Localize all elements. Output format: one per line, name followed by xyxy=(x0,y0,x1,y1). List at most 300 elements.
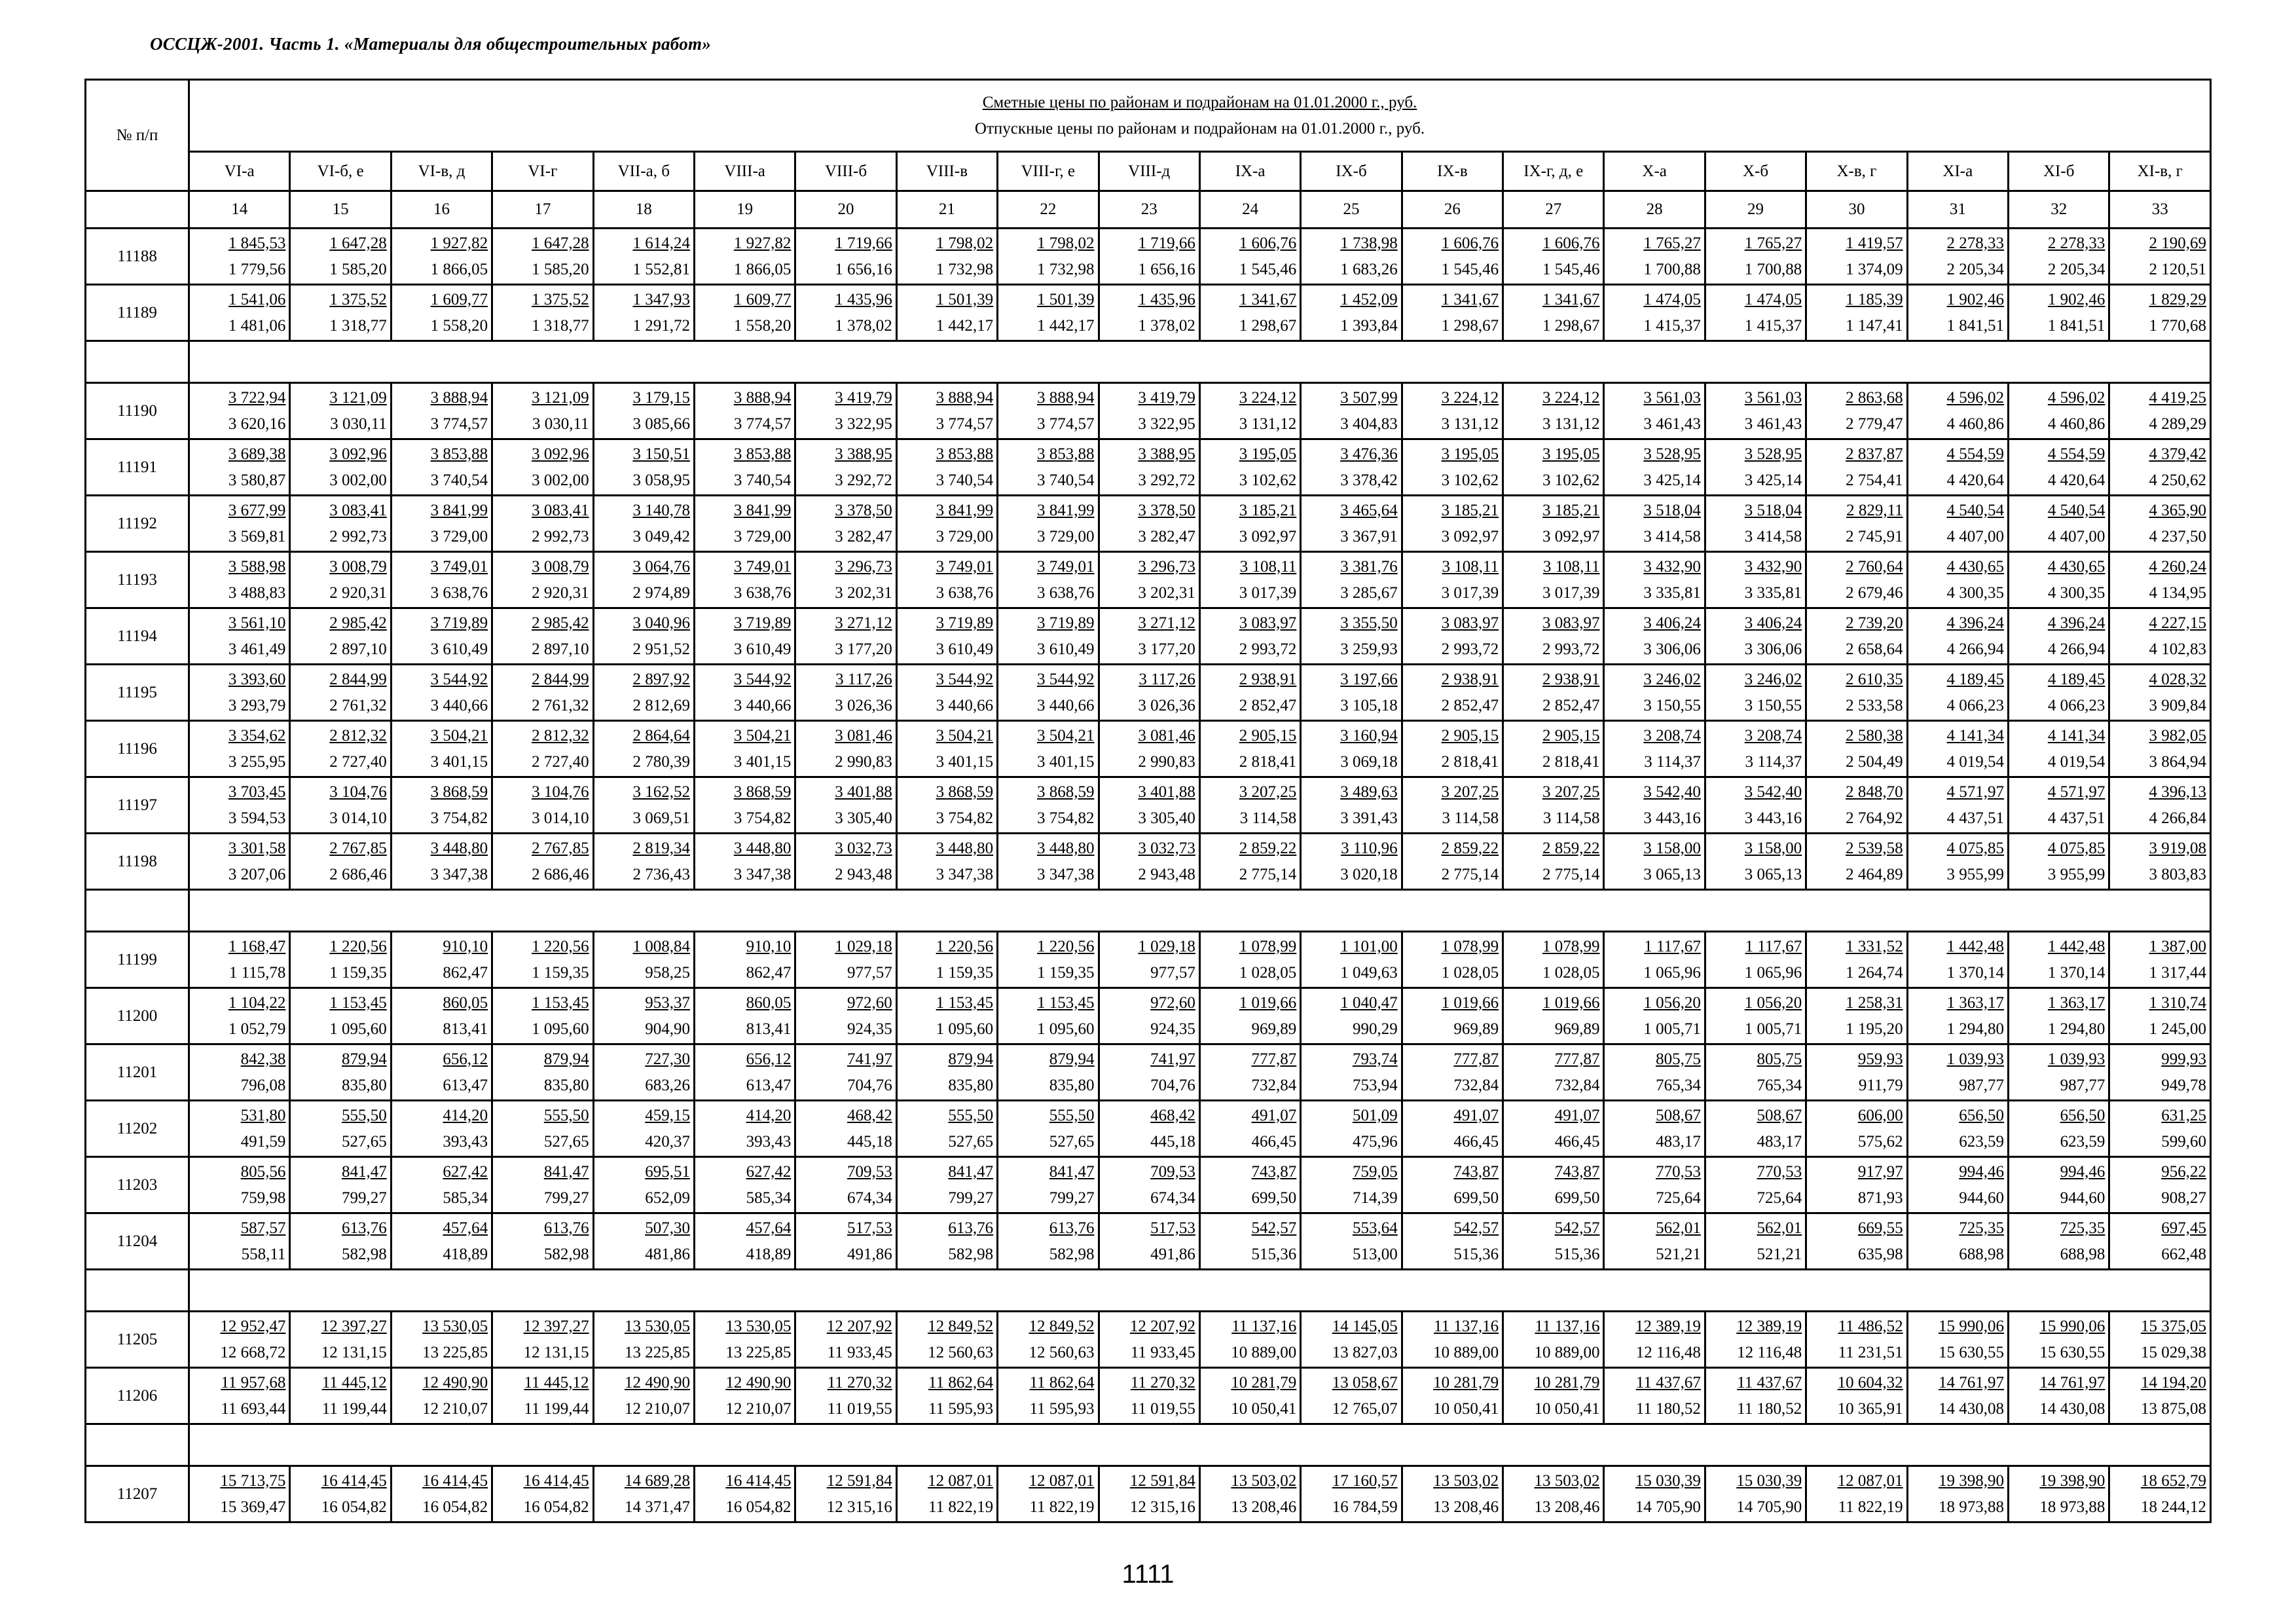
release-price: 2 464,89 xyxy=(1846,865,1903,883)
price-cell xyxy=(492,496,593,552)
estimate-price: 2 829,11 xyxy=(1846,501,1903,519)
price-cell xyxy=(2009,1466,2109,1522)
estimate-price: 1 056,20 xyxy=(1744,993,1802,1012)
price-cell xyxy=(290,1312,391,1368)
release-price: 4 134,95 xyxy=(2149,583,2206,602)
estimate-price: 457,64 xyxy=(746,1219,792,1237)
estimate-price: 1 153,45 xyxy=(329,993,387,1012)
price-cell xyxy=(1503,1466,1604,1522)
release-price: 418,89 xyxy=(746,1245,792,1263)
price-cell xyxy=(1806,1157,1907,1213)
estimate-price: 1 738,98 xyxy=(1340,234,1398,252)
release-price: 1 700,88 xyxy=(1744,260,1802,278)
release-price: 3 092,97 xyxy=(1239,527,1297,545)
estimate-price: 1 798,02 xyxy=(1037,234,1095,252)
column-number-row xyxy=(86,191,2211,229)
item-code: 11189 xyxy=(86,285,189,341)
estimate-price: 3 388,95 xyxy=(1138,445,1195,463)
price-cell xyxy=(896,1312,997,1368)
estimate-price: 4 554,59 xyxy=(2047,445,2105,463)
estimate-price: 1 435,96 xyxy=(1138,290,1195,308)
price-cell xyxy=(1503,285,1604,341)
estimate-price: 14 761,97 xyxy=(2039,1373,2105,1392)
estimate-price: 3 117,26 xyxy=(835,670,892,688)
estimate-price: 3 296,73 xyxy=(1138,557,1195,576)
release-price: 2 745,91 xyxy=(1846,527,1903,545)
estimate-price: 3 108,11 xyxy=(1442,557,1499,576)
price-cell xyxy=(896,777,997,834)
estimate-price: 2 897,92 xyxy=(632,670,690,688)
estimate-price: 2 812,32 xyxy=(532,726,589,745)
estimate-price: 11 137,16 xyxy=(1231,1317,1297,1335)
estimate-price: 12 087,01 xyxy=(1029,1471,1095,1490)
estimate-price: 2 905,15 xyxy=(1441,726,1499,745)
estimate-price: 842,38 xyxy=(240,1050,286,1068)
release-price: 445,18 xyxy=(847,1132,892,1151)
estimate-price: 1 040,47 xyxy=(1340,993,1398,1012)
release-price: 871,93 xyxy=(1857,1189,1903,1207)
release-price: 3 177,20 xyxy=(1138,640,1195,658)
release-price: 3 443,16 xyxy=(1744,809,1802,827)
price-cell xyxy=(593,608,694,665)
release-price: 4 019,54 xyxy=(1946,752,2005,771)
estimate-price: 3 419,79 xyxy=(1138,388,1195,407)
estimate-price: 3 081,46 xyxy=(835,726,892,745)
price-cell xyxy=(189,988,290,1044)
price-cell xyxy=(694,285,795,341)
price-cell xyxy=(896,1044,997,1101)
release-price: 10 365,91 xyxy=(1837,1399,1903,1418)
price-cell xyxy=(1907,552,2008,608)
estimate-price: 468,42 xyxy=(847,1106,892,1124)
release-price: 13 208,46 xyxy=(1433,1498,1499,1516)
price-cell xyxy=(1301,665,1402,721)
release-price: 688,98 xyxy=(1959,1245,2005,1263)
release-price: 12 315,16 xyxy=(826,1498,892,1516)
release-price: 1 866,05 xyxy=(430,260,488,278)
price-cell xyxy=(1099,1368,1199,1424)
price-cell xyxy=(1604,285,1705,341)
release-price: 862,47 xyxy=(443,963,488,982)
price-cell xyxy=(795,777,896,834)
release-price: 3 347,38 xyxy=(733,865,792,883)
estimate-price: 555,50 xyxy=(342,1106,387,1124)
spacer-cell xyxy=(86,1424,189,1466)
price-cell xyxy=(1806,496,1907,552)
price-cell xyxy=(189,1213,290,1270)
release-price: 4 266,94 xyxy=(2047,640,2105,658)
item-code: 11205 xyxy=(86,1312,189,1368)
price-cell xyxy=(492,1213,593,1270)
release-price: 2 779,47 xyxy=(1846,415,1903,433)
price-cell xyxy=(1806,1312,1907,1368)
price-cell xyxy=(1907,1157,2008,1213)
price-cell xyxy=(391,608,492,665)
release-price: 12 116,48 xyxy=(1635,1343,1701,1361)
estimate-price: 553,64 xyxy=(1352,1219,1398,1237)
release-price: 1 318,77 xyxy=(329,316,387,335)
release-price: 13 225,85 xyxy=(725,1343,792,1361)
price-cell xyxy=(1806,1044,1907,1101)
price-cell xyxy=(492,552,593,608)
price-cell xyxy=(492,721,593,777)
release-price: 3 207,06 xyxy=(228,865,286,883)
release-price: 15 630,55 xyxy=(1939,1343,2005,1361)
release-price: 3 305,40 xyxy=(835,809,892,827)
release-price: 491,86 xyxy=(1150,1245,1195,1263)
estimate-price: 4 379,42 xyxy=(2149,445,2206,463)
release-price: 2 812,69 xyxy=(632,696,690,714)
release-price: 3 461,49 xyxy=(228,640,286,658)
price-cell xyxy=(896,496,997,552)
release-price: 12 560,63 xyxy=(1029,1343,1095,1361)
release-price: 2 736,43 xyxy=(632,865,690,883)
price-cell xyxy=(795,665,896,721)
release-price: 3 610,49 xyxy=(1037,640,1095,658)
release-price: 12 116,48 xyxy=(1737,1343,1802,1361)
estimate-price: 3 195,05 xyxy=(1441,445,1499,463)
release-price: 582,98 xyxy=(1049,1245,1095,1263)
release-price: 2 679,46 xyxy=(1846,583,1903,602)
table-row xyxy=(86,932,2211,988)
release-price: 3 322,95 xyxy=(835,415,892,433)
estimate-price: 3 868,59 xyxy=(1037,783,1095,801)
price-cell xyxy=(2009,834,2109,890)
release-price: 4 460,86 xyxy=(1946,415,2005,433)
estimate-price: 14 689,28 xyxy=(624,1471,690,1490)
price-cell xyxy=(694,608,795,665)
price-cell xyxy=(593,1213,694,1270)
price-cell xyxy=(189,1044,290,1101)
release-price: 3 347,38 xyxy=(430,865,488,883)
release-price: 3 259,93 xyxy=(1340,640,1398,658)
release-price: 1 317,44 xyxy=(2149,963,2206,982)
price-cell xyxy=(1705,285,1806,341)
estimate-price: 759,05 xyxy=(1352,1162,1398,1181)
release-price: 3 774,57 xyxy=(733,415,792,433)
estimate-price: 3 504,21 xyxy=(1037,726,1095,745)
price-cell xyxy=(1402,383,1503,439)
estimate-price: 3 185,21 xyxy=(1542,501,1600,519)
estimate-price: 11 270,32 xyxy=(1130,1373,1195,1392)
price-cell xyxy=(492,665,593,721)
release-price: 599,60 xyxy=(2161,1132,2206,1151)
release-price: 491,59 xyxy=(240,1132,286,1151)
price-cell xyxy=(290,608,391,665)
estimate-price: 2 767,85 xyxy=(532,839,589,857)
price-cell xyxy=(2109,932,2211,988)
price-cell xyxy=(1806,988,1907,1044)
release-price: 3 367,91 xyxy=(1340,527,1398,545)
price-cell xyxy=(189,285,290,341)
estimate-price: 1 341,67 xyxy=(1239,290,1297,308)
release-price: 2 943,48 xyxy=(835,865,892,883)
release-price: 11 019,55 xyxy=(1130,1399,1195,1418)
price-cell xyxy=(492,1312,593,1368)
estimate-price: 517,53 xyxy=(1150,1219,1195,1237)
release-price: 445,18 xyxy=(1150,1132,1195,1151)
price-cell xyxy=(1705,1157,1806,1213)
release-price: 1 481,06 xyxy=(228,316,286,335)
release-price: 12 315,16 xyxy=(1129,1498,1195,1516)
release-price: 1 683,26 xyxy=(1340,260,1398,278)
estimate-price: 1 056,20 xyxy=(1643,993,1701,1012)
table-row xyxy=(86,383,2211,439)
price-cell xyxy=(290,496,391,552)
price-cell xyxy=(1806,552,1907,608)
price-cell xyxy=(1604,1101,1705,1157)
estimate-price: 741,97 xyxy=(1150,1050,1195,1068)
estimate-price: 1 029,18 xyxy=(1138,937,1195,955)
estimate-price: 1 341,67 xyxy=(1441,290,1499,308)
estimate-price: 3 008,79 xyxy=(532,557,589,576)
release-price: 3 729,00 xyxy=(733,527,792,545)
estimate-price: 3 195,05 xyxy=(1542,445,1600,463)
estimate-price: 2 985,42 xyxy=(329,614,387,632)
price-cell xyxy=(896,285,997,341)
estimate-price: 2 812,32 xyxy=(329,726,387,745)
release-price: 1 298,67 xyxy=(1542,316,1600,335)
caption-estimate-prices: Сметные цены по районам и подрайонам на 01.01.2000 г., руб. xyxy=(982,93,1417,111)
release-price: 3 322,95 xyxy=(1138,415,1195,433)
estimate-price: 4 396,24 xyxy=(2047,614,2105,632)
estimate-price: 3 224,12 xyxy=(1441,388,1499,407)
release-price: 11 199,44 xyxy=(321,1399,387,1418)
release-price: 11 693,44 xyxy=(221,1399,286,1418)
release-price: 420,37 xyxy=(645,1132,690,1151)
price-cell xyxy=(795,285,896,341)
price-cell xyxy=(2009,229,2109,285)
release-price: 527,65 xyxy=(1049,1132,1095,1151)
release-price: 466,45 xyxy=(1554,1132,1600,1151)
column-number: 21 xyxy=(896,191,997,229)
release-price: 466,45 xyxy=(1251,1132,1297,1151)
price-cell xyxy=(1705,1368,1806,1424)
estimate-price: 3 246,02 xyxy=(1643,670,1701,688)
release-price: 3 255,95 xyxy=(228,752,286,771)
price-cell xyxy=(2009,1157,2109,1213)
price-cell xyxy=(694,1368,795,1424)
estimate-price: 15 990,06 xyxy=(2039,1317,2105,1335)
price-cell xyxy=(593,552,694,608)
estimate-price: 16 414,45 xyxy=(725,1471,792,1490)
estimate-price: 3 868,59 xyxy=(430,783,488,801)
price-cell xyxy=(593,383,694,439)
price-cell xyxy=(2109,383,2211,439)
estimate-price: 14 145,05 xyxy=(1332,1317,1398,1335)
estimate-price: 777,87 xyxy=(1251,1050,1297,1068)
estimate-price: 3 749,01 xyxy=(936,557,994,576)
price-cell xyxy=(1503,834,1604,890)
table-row xyxy=(86,1213,2211,1270)
page-number: 1111 xyxy=(1121,1560,1175,1589)
price-cell xyxy=(1099,932,1199,988)
estimate-price: 2 848,70 xyxy=(1846,783,1903,801)
release-price: 958,25 xyxy=(645,963,690,982)
price-cell xyxy=(290,552,391,608)
release-price: 4 102,83 xyxy=(2149,640,2206,658)
estimate-price: 11 270,32 xyxy=(827,1373,892,1392)
release-price: 13 208,46 xyxy=(1231,1498,1297,1516)
release-price: 3 335,81 xyxy=(1744,583,1802,602)
estimate-price: 542,57 xyxy=(1251,1219,1297,1237)
price-cell xyxy=(1806,932,1907,988)
price-cell xyxy=(2009,1213,2109,1270)
estimate-price: 1 541,06 xyxy=(228,290,286,308)
item-code: 11198 xyxy=(86,834,189,890)
release-price: 4 437,51 xyxy=(2047,809,2105,827)
estimate-price: 1 117,67 xyxy=(1644,937,1701,955)
price-cell xyxy=(1301,1044,1402,1101)
estimate-price: 3 518,04 xyxy=(1643,501,1701,519)
estimate-price: 3 108,11 xyxy=(1239,557,1297,576)
price-cell xyxy=(998,1466,1099,1522)
estimate-price: 777,87 xyxy=(1453,1050,1499,1068)
release-price: 1 005,71 xyxy=(1643,1020,1701,1038)
item-code: 11199 xyxy=(86,932,189,988)
release-price: 3 638,76 xyxy=(430,583,488,602)
release-price: 3 461,43 xyxy=(1643,415,1701,433)
price-cell xyxy=(593,229,694,285)
estimate-price: 3 561,03 xyxy=(1643,388,1701,407)
price-cell xyxy=(1705,608,1806,665)
estimate-price: 3 150,51 xyxy=(632,445,690,463)
release-price: 3 401,15 xyxy=(430,752,488,771)
estimate-price: 3 185,21 xyxy=(1441,501,1499,519)
release-price: 11 822,19 xyxy=(1838,1498,1903,1516)
price-cell xyxy=(896,665,997,721)
price-cell xyxy=(593,721,694,777)
region-header: X-а xyxy=(1604,152,1705,191)
estimate-price: 3 677,99 xyxy=(228,501,286,519)
release-price: 3 002,00 xyxy=(532,471,589,489)
price-cell xyxy=(1503,988,1604,1044)
estimate-price: 2 837,87 xyxy=(1846,445,1903,463)
release-price: 521,21 xyxy=(1656,1245,1701,1263)
release-price: 2 943,48 xyxy=(1138,865,1195,883)
item-code: 11188 xyxy=(86,229,189,285)
release-price: 14 430,08 xyxy=(2039,1399,2105,1418)
price-cell xyxy=(1199,1101,1300,1157)
estimate-price: 555,50 xyxy=(948,1106,994,1124)
price-cell xyxy=(1907,383,2008,439)
release-price: 1 545,46 xyxy=(1239,260,1297,278)
item-code: 11194 xyxy=(86,608,189,665)
estimate-price: 4 189,45 xyxy=(1946,670,2005,688)
estimate-price: 3 448,80 xyxy=(1037,839,1095,857)
release-price: 4 407,00 xyxy=(1946,527,2005,545)
release-price: 3 092,97 xyxy=(1441,527,1499,545)
item-code: 11203 xyxy=(86,1157,189,1213)
estimate-price: 562,01 xyxy=(1757,1219,1802,1237)
release-price: 3 069,18 xyxy=(1340,752,1398,771)
release-price: 2 205,34 xyxy=(2047,260,2105,278)
price-cell xyxy=(1705,665,1806,721)
table-row xyxy=(86,1101,2211,1157)
estimate-price: 725,35 xyxy=(2060,1219,2105,1237)
caption-release-prices: Отпускные цены по районам и подрайонам на 01.01.2000 г., руб. xyxy=(974,119,1425,138)
estimate-price: 1 375,52 xyxy=(532,290,589,308)
release-price: 699,50 xyxy=(1251,1189,1297,1207)
price-cell xyxy=(391,721,492,777)
price-cell xyxy=(189,229,290,285)
estimate-price: 805,75 xyxy=(1656,1050,1701,1068)
price-cell xyxy=(290,1101,391,1157)
price-cell xyxy=(998,608,1099,665)
estimate-price: 3 162,52 xyxy=(632,783,690,801)
release-price: 2 951,52 xyxy=(632,640,690,658)
release-price: 835,80 xyxy=(1049,1076,1095,1094)
number-column-header: № п/п xyxy=(86,80,189,191)
price-cell xyxy=(1907,777,2008,834)
price-cell xyxy=(1301,1312,1402,1368)
estimate-price: 3 518,04 xyxy=(1744,501,1802,519)
estimate-price: 3 544,92 xyxy=(430,670,488,688)
price-cell xyxy=(189,665,290,721)
estimate-price: 3 689,38 xyxy=(228,445,286,463)
table-row xyxy=(86,552,2211,608)
release-price: 14 705,90 xyxy=(1736,1498,1802,1516)
estimate-price: 841,47 xyxy=(543,1162,589,1181)
release-price: 3 638,76 xyxy=(733,583,792,602)
release-price: 3 401,15 xyxy=(1037,752,1095,771)
release-price: 3 069,51 xyxy=(632,809,690,827)
release-price: 796,08 xyxy=(240,1076,286,1094)
estimate-price: 3 544,92 xyxy=(1037,670,1095,688)
estimate-price: 879,94 xyxy=(948,1050,994,1068)
price-cell xyxy=(1301,834,1402,890)
price-cell xyxy=(998,834,1099,890)
price-cell xyxy=(2109,1213,2211,1270)
release-price: 725,64 xyxy=(1656,1189,1701,1207)
release-price: 2 727,40 xyxy=(532,752,589,771)
estimate-price: 656,50 xyxy=(2060,1106,2105,1124)
price-cell xyxy=(290,721,391,777)
estimate-price: 1 719,66 xyxy=(1138,234,1195,252)
price-cell xyxy=(1604,383,1705,439)
release-price: 862,47 xyxy=(746,963,792,982)
estimate-price: 743,87 xyxy=(1453,1162,1499,1181)
price-cell xyxy=(593,834,694,890)
release-price: 799,27 xyxy=(1049,1189,1095,1207)
table-row xyxy=(86,1044,2211,1101)
release-price: 3 488,83 xyxy=(228,583,286,602)
release-price: 1 545,46 xyxy=(1441,260,1499,278)
estimate-price: 3 092,96 xyxy=(532,445,589,463)
column-number: 22 xyxy=(998,191,1099,229)
price-cell xyxy=(2009,665,2109,721)
estimate-price: 2 844,99 xyxy=(329,670,387,688)
price-cell xyxy=(1806,1466,1907,1522)
estimate-price: 2 859,22 xyxy=(1542,839,1600,857)
price-cell xyxy=(1099,721,1199,777)
release-price: 12 210,07 xyxy=(624,1399,690,1418)
price-cell xyxy=(896,383,997,439)
release-price: 2 992,73 xyxy=(532,527,589,545)
price-cell xyxy=(2009,932,2109,988)
price-cell xyxy=(1503,1368,1604,1424)
estimate-price: 3 083,97 xyxy=(1239,614,1297,632)
estimate-price: 4 075,85 xyxy=(1946,839,2005,857)
release-price: 799,27 xyxy=(342,1189,387,1207)
estimate-price: 3 208,74 xyxy=(1643,726,1701,745)
release-price: 635,98 xyxy=(1857,1245,1903,1263)
estimate-price: 13 503,02 xyxy=(1433,1471,1499,1490)
release-price: 1 318,77 xyxy=(532,316,589,335)
price-cell xyxy=(1301,721,1402,777)
release-price: 674,34 xyxy=(1150,1189,1195,1207)
estimate-price: 1 331,52 xyxy=(1846,937,1903,955)
